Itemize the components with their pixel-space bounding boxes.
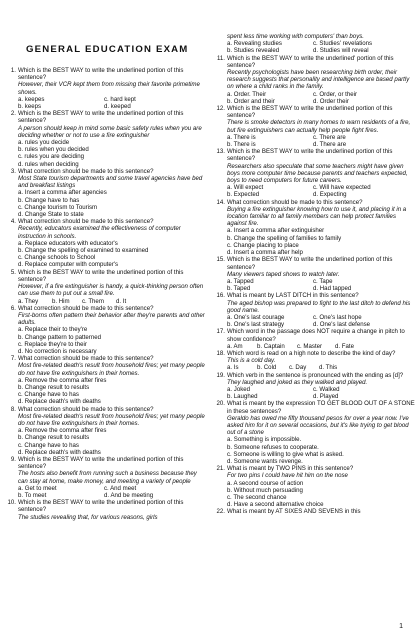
question-9: 9. Which is the BEST WAY to write the underlined portion of this sentence? — [10, 455, 184, 471]
right-column: spent less time working with computers' than boys. a. Revealing studies c. Studies' revelations b. Studies revealed d. Studies will reveal 11. Which is the BEST WAY to write the underlined' portion of this sentence? Recently psychologists have been researching birth order, their research suggests that personality and intelligence are based partly on where a child ranks in the family. a. Order. Their c. Order, or their b. Order and their d. Order their 12. Which is the BEST WAY to write the underlined portion of this sentence? There is smoke detectors in many homes to warn residents of a fire, but fire extinguishers can actually help people fight fires. a. There is c. There are b. There is d. There are 13. Which is the BEST WAY to write the underlined portion of this sentence? Researchers also speculate that some teachers might have given boys more computer time because parents and teachers expected, boys to need computers for future careers. a. Will expect c. Will have expected b. Expected d. Expecting 14. What correction should be made to this sentence? Buying a fire extinguisher knowing how to use it, and placing it in a location familiar to all family members can help protect families against fire. a. Insert a comma after extinguisher b. Change the spelling of families to family c. Change placing to place d. Insert a comma after help 15. Which is the BEST WAY to write the underlined portion of this sentence? Many viewers taped shows to watch later. a. Tapped c. Tape b. Taped d. Had tapped 16. What is meant by LAST DITCH in this sentence? The aged bishop was prepared to fight to the last ditch to defend his good name. a. One's last courage c. One's last hope b. One's last strategy d. One's last defense 17. Which word in the passage does NOT require a change in pitch to show confidence? a. Am b. Captain c. Master d. Fate 18. Which word is read on a high note to describe the kind of day? This is a cold day. a. Is b. Cold c. Day d. This 19. Which verb in the sentence is pronounced with the ending as [d]? They laughed and joked as they walked and played. a. Joked c. Walked b. Laughed d. Played 20. What is meant by the expression TO GET BLOOD OUT OF A STONE in these sentences? Geraldo has owed me fifty thousand pesos for over a year now. I've asked him for it on several occasions, but it's like trying to get blood out of a stone a. Something is impossible. b. Someone refuses to cooperate. c. Someone is willing to give what is asked. d. Someone wants revenge. 21. What is meant by TWO PINS in this sentence? For two pins I could have hit him on the nose a. A second course of action b. Without much persuading c. The second chance d. Have a second alternative choice 22. What is meant by AT SIXES AND SEVENS in this — [216, 33, 415, 516]
question-2: 2. Which is the BEST WAY to write the underlined portion of this sentence? — [10, 110, 184, 125]
question-21: 21. What is meant by TWO PINS in this sentence? — [216, 465, 354, 473]
question-1-context: However, their VCR kept them from missing their favorite primetime shows. — [18, 81, 200, 96]
question-13: 13. Which is the BEST WAY to write the underlined portion of this sentence? — [216, 148, 393, 163]
question-5-options: a. They b. Him c. Them d. It — [18, 297, 127, 305]
question-22: 22. What is meant by AT SIXES AND SEVENS in this — [216, 508, 361, 516]
question-20: 20. What is meant by the expression TO GET BLOOD OUT OF A STONE in these sentences? — [216, 400, 415, 415]
question-1: 1. Which is the BEST WAY to write the underlined portion of this sentence? — [10, 67, 184, 82]
question-17: 17. Which word in the passage does NOT require a change in pitch to show confidence? — [216, 328, 405, 343]
question-3: 3. What correction should be made to this sentence? — [10, 167, 154, 175]
page-title: GENERAL EDUCATION EXAM — [26, 44, 189, 55]
left-column: 1. Which is the BEST WAY to write the underlined portion of this sentence? However, their VCR kept them from missing their favorite primetime shows. a. keepes c. hard kept b. keeps d. keeped 2. Which is the BEST WAY to write the underlined portion of this sentence? A person should keep in mind some basic safety rules when you are deciding whether or not to use a fire extinguisher a. rules you decide b. rules when you decided c. rules you are deciding d. rules when deciding 3. What correction should be made to this sentence? Most State tourism departments and some travel agencies have bed and breakfast listings a. Insert a comma after agencies b. Change have to has c. Change tourism to Tourism d. Change State to state 4. What correction should be made to this sentence? Recently, educators examined the effectiveness of computer instruction in schools. a. Replace educators with educator's b. Change the spelling of examined to examined c. Change schools to School d. Replace computer with computer's 5. Which is the BEST WAY to write the underlined portion of this sentence? However, if a fire extinguisher is handy, a quick-thinking person often can use them to put out a small fire. a. They b. Him c. Them d. It 6. What correction should be made to this sentence? First-borns often pattern their behavior after they're parents and other adults. a. Replace their to they're b. Change pattern to patterned c. Replace they're to their d. No correction is necessary 7. What correction should be made to this sentence? Most fire-related death's result from household fires; yet many people do not have fire extinguishers in their homes. a. Remove the comma after fires b. Change result to results c. Change have to has d. Replace death's with deaths 8. What correction should be made to this sentence? Most fire-related death's result from household fires; yet many people do not have fire extinguishers in their homes. a. Remove the comma after fires b. Change result to results c. Change have to has d. Replace death's with deaths 9. Which is the BEST WAY to write the underlined portion of this sentence? The hosts also benefit from running such a business because they can stay at home, make money, and meeting a variety of people a. Get to meet c. And meet b. To meet d. And be meeting 10. Which is the BEST WAY to write the underlined portion of this sentence? The studies revealing that, for various reasons, girls — [7, 67, 205, 521]
question-4: 4. What correction should be made to this sentence? — [10, 218, 154, 226]
question-6: 6. What correction should be made to this sentence? — [10, 304, 154, 312]
question-16: 16. What is meant by LAST DITCH in this sentence? — [216, 292, 359, 300]
question-4-context: Recently, educators examined the effectiveness of computer instruction in schools. — [18, 225, 181, 240]
question-5: 5. Which is the BEST WAY to write the underlined portion of this sentence? — [10, 268, 184, 283]
question-10-context: The studies revealing that, for various reasons, girls — [18, 513, 158, 521]
question-14: 14. What correction should be made to this sentence? — [216, 198, 363, 206]
page-number: 1 — [399, 623, 403, 630]
question-3-context: Most State tourism departments and some travel agencies have bed and breakfast listings — [18, 175, 203, 190]
question-5-context: However, if a fire extinguisher is handy, a quick-thinking person often can use them to put out a small fire. — [18, 283, 204, 298]
question-6-context: First-borns often pattern their behavior after they're parents and other adults. — [18, 311, 205, 327]
question-19: 19. Which verb in the sentence is pronounced with the ending as [d]? — [216, 371, 404, 379]
question-10: 10. Which is the BEST WAY to write the underlined portion of this sentence? — [7, 499, 184, 514]
question-18: 18. Which word is read on a high note to describe the kind of day? — [216, 349, 396, 357]
question-8: 8. What correction should be made to this sentence? — [10, 405, 154, 413]
question-15: 15. Which is the BEST WAY to write the underlined portion of this sentence? — [216, 256, 393, 271]
question-11: 11. Which is the BEST WAY to write the underlined' portion of this sentence? — [216, 54, 394, 69]
question-9-context: The hosts also benefit from running such a business because they can stay at home, make money, and meeting a variety of people — [18, 470, 197, 485]
question-8-context: Most fire-related death's result from household fires; yet many people do not have fire extinguishers in their homes. — [18, 412, 205, 427]
question-2-context: A person should keep in mind some basic safety rules when you are deciding whether or not to use a fire extinguisher — [18, 124, 202, 139]
question-7-context: Most fire-related death's result from household fires; yet many people do not have fire extinguishers in their homes. — [18, 362, 205, 377]
question-12: 12. Which is the BEST WAY to write the underlined portion of this sentence? — [216, 105, 393, 120]
question-10-context-continued: spent less time working with computers' than boys. — [227, 33, 364, 40]
question-1-options: a. keepes c. hard kept — [18, 95, 136, 103]
question-7: 7. What correction should be made to this sentence? — [10, 355, 154, 363]
